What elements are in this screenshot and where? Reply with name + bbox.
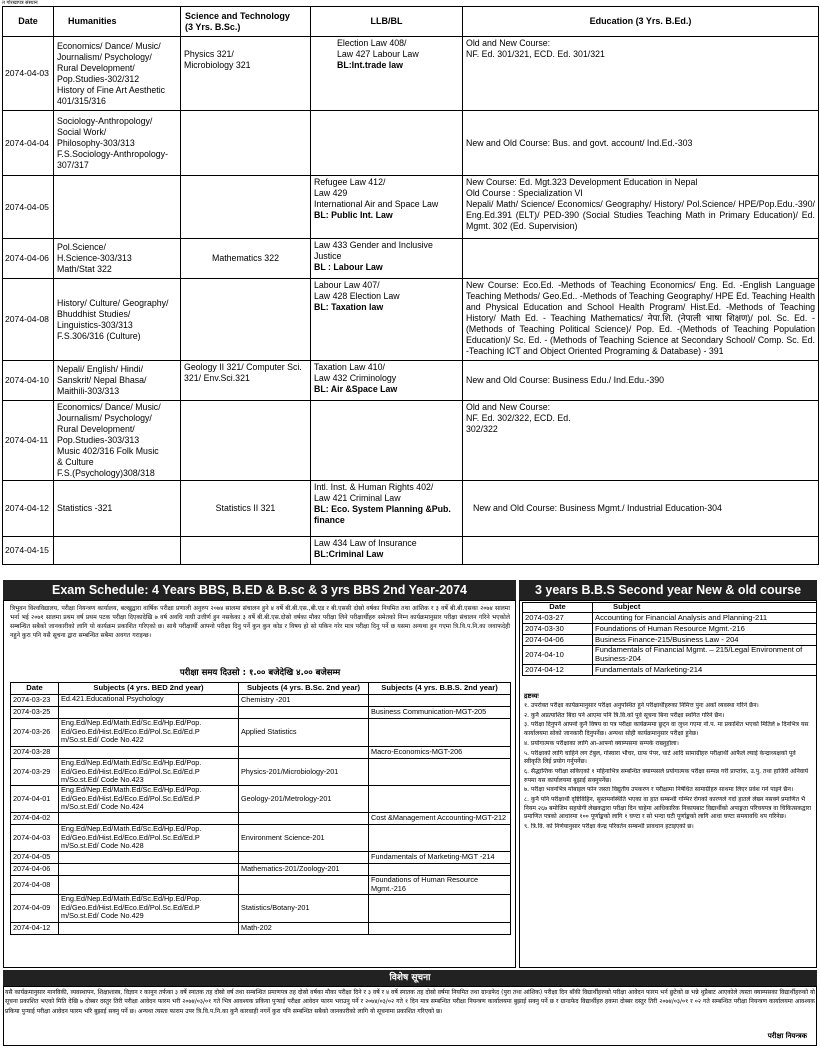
table-row: [523, 646, 817, 665]
left-row-bsc: Physics-201/Microbiology-201: [239, 759, 369, 786]
row-humanities: History/ Culture/ Geography/ Bhuddhist Studies/ Linguistics-303/313 F.S.306/316 (Culture): [54, 279, 181, 361]
note-item: ८. कुनै पनि परीक्षार्थी दृष्टिविहिन, सुस्तमनस्थिति भएका वा हात सम्बन्धी गम्भिर रोगको कारणले गर्दा हातले लेख्न नसक्ने प्रमाणित भै नियम २६७ बमोजिम सहयोगी लेखकद्वारा परीक्षा दिन चाहेमा आधिकारिक निकायबाट विद्यार्थीको अपाङ्गता परिचयपत्र वा चिकित्सकद्वारा प्रमाणित पत्रको आधारमा १०० पूर्णाङ्कको लागि १ घण्टा र सो भन्दा घटी पूर्णाङ्कको लागि आधा घण्टा समयावधि थप गरिनेछ।: [524, 796, 812, 821]
table-row: [523, 624, 817, 635]
notes-title: द्रष्टव्यः: [524, 692, 539, 700]
row-date: 2074-04-03: [3, 37, 54, 111]
left-row-bbs: [369, 695, 511, 707]
table-row: [3, 279, 819, 361]
header-education: Education (3 Yrs. B.Ed.): [463, 7, 819, 37]
left-row-bed: [59, 707, 239, 719]
row-date: 2074-04-15: [3, 537, 54, 565]
table-row: [11, 923, 511, 935]
row-date: 2074-04-04: [3, 111, 54, 176]
left-row-date: 2074-03-29: [11, 759, 59, 786]
table-row: [3, 537, 819, 565]
row-date: 2074-04-12: [3, 481, 54, 537]
right-row-subject: Accounting for Financial Analysis and Planning-211: [593, 613, 817, 624]
table-row: [11, 852, 511, 864]
corner-note: त गोरखापत्र संस्थान: [2, 0, 38, 6]
row-llb: [311, 401, 463, 481]
left-row-date: 2074-04-02: [11, 813, 59, 825]
note-item: ४. प्रयोगात्मक परीक्षाका लागि आ-आफ्नो क्याम्पसमा सम्पर्क राख्नुहोला।: [524, 739, 679, 747]
llb-text: Labour Law 407/ Law 428 Election Law: [314, 280, 400, 301]
left-row-bbs: Cost &Management Accounting-MGT-212: [369, 813, 511, 825]
note-item: १. उपरोक्त परीक्षा कार्यक्रमानुसार परीक्षा अनुपस्थित हुने परीक्षार्थीहरुका निमित्त पुनः अर्को व्यवस्था गरिने छैन।: [524, 702, 759, 709]
right-header-date: Date: [523, 603, 593, 613]
llb-bl-text: BL: Public Int. Law: [314, 210, 393, 220]
row-humanities: Economics/ Dance/ Music/ Journalism/ Psychology/ Rural Development/ Pop.Studies-303/313 Music 402/316 Folk Music & Culture F.S.(Psychology)308/318: [54, 401, 181, 481]
left-header-date: Date: [11, 683, 59, 695]
left-row-bbs: [369, 895, 511, 923]
row-humanities: Pol.Science/ H.Science-303/313 Math/Stat 322: [54, 239, 181, 279]
left-row-bed: [59, 876, 239, 895]
row-science: Statistics II 321: [181, 481, 311, 537]
left-header-bsc: Subjects (4 yrs. B.Sc. 2nd year): [239, 683, 369, 695]
left-row-bed: [59, 747, 239, 759]
left-row-bbs: [369, 864, 511, 876]
row-science: [181, 176, 311, 239]
table-row: [3, 111, 819, 176]
left-row-bed: [59, 923, 239, 935]
note-item: ३. परीक्षा दिनुपर्ने आफ्नो कुनै विषय वा पत्र परीक्षा कार्यक्रममा छुट्न वा जुध्न गएमा नो.प. मा प्रकाशित भएको मितिले ७ दिनभित्र यस कार्यालयमा सोको जानकारी दिनुपर्नेछ। अन्यथा सोही कार्यक्रमानुसार परीक्षा हुनेछ।: [524, 721, 809, 738]
notes-block: [524, 692, 814, 967]
row-date: 2074-04-11: [3, 401, 54, 481]
row-llb: [311, 37, 463, 111]
right-row-subject: Fundamentals of Marketing-214: [593, 665, 817, 676]
left-row-bed: Eng.Ed/Nep.Ed/Math.Ed/Sc.Ed/Hp.Ed/Pop. Ed/Geo.Ed/Hist.Ed/Eco.Ed/Pol.Sc.Ed/Ed.P m/So.st.Ed/ Code No.423: [59, 759, 239, 786]
left-row-date: 2074-04-01: [11, 786, 59, 813]
right-row-date: 2074-04-06: [523, 635, 593, 646]
exam-time-label: परीक्षा समय दिउसो : १.०० बजेदेखि ४.०० बजेसम्म: [179, 668, 341, 678]
row-date: 2074-04-10: [3, 361, 54, 401]
right-row-date: 2074-03-27: [523, 613, 593, 624]
special-notice-body: [5, 988, 815, 1044]
left-row-date: 2074-04-06: [11, 864, 59, 876]
left-row-bsc: Statistics/Botany-201: [239, 895, 369, 923]
llb-bl-text: BL : Labour Law: [314, 262, 383, 272]
row-science: Mathematics 322: [181, 239, 311, 279]
row-humanities: Nepali/ English/ Hindi/ Sanskrit/ Nepal Bhasa/ Maithili-303/313: [54, 361, 181, 401]
table-row: [11, 719, 511, 747]
note-item: ६. सैद्धान्तिक परीक्षा सकिएको १ महिनाभित्र सम्बन्धित क्याम्पसले प्रयोगात्मक परीक्षा सम्पन्न गरी प्राप्तांक, उ.पु. तथा हाजिरी अनिवार्य रुपमा यस कार्यालयमा बुझाई सक्नुपर्नेछ।: [524, 767, 809, 784]
left-schedule-table: [10, 682, 511, 935]
left-row-bbs: [369, 825, 511, 852]
table-row: [11, 825, 511, 852]
row-humanities: Sociology-Anthropology/ Social Work/ Philosophy-303/313 F.S.Sociology-Anthropology- 307/317: [54, 111, 181, 176]
row-education: Old and New Course: NF. Ed. 302/322, ECD. Ed. 302/322: [463, 401, 819, 481]
header-date: Date: [3, 7, 54, 37]
row-humanities: [54, 176, 181, 239]
table-row: [523, 635, 817, 646]
row-education: New Course: Ed. Mgt.323 Development Education in Nepal Old Course : Specialization VI Nepali/ Math/ Science/ Economics/ Geography/ History/ Pol.Science/ HPE/Pop.Edu.-390/ Eng.Ed.391 (ELT)/ PED-390 (Social Studies Teaching Math in Primary Education)/ Ed. Mgmt. 302 (Ed. Supervision): [463, 176, 819, 239]
notes-list: [524, 702, 814, 832]
left-row-bsc: [239, 852, 369, 864]
row-date: 2074-04-06: [3, 239, 54, 279]
left-header-bed: Subjects (4 yrs. BED 2nd year): [59, 683, 239, 695]
row-science: [181, 401, 311, 481]
row-science: [181, 537, 311, 565]
row-education: [463, 239, 819, 279]
left-row-bbs: Business Communication-MGT-205: [369, 707, 511, 719]
left-row-bsc: Geology-201/Metrology-201: [239, 786, 369, 813]
left-row-bed: [59, 852, 239, 864]
header-llb: LLB/BL: [311, 7, 463, 37]
row-llb: [311, 279, 463, 361]
llb-text: Refugee Law 412/ Law 429 International Air and Space Law: [314, 177, 439, 209]
note-item: ५. परीक्षाको लागि चाहिने लग टेबुल, गोस्वारा भौचर, ग्राफ पेपर, चार्ट आदि सामाग्रीहरु परीक्षार्थी आफैले ल्याई केन्द्राध्यक्षको पूर्व स्वीकृति लिई प्रयोग गर्नुपर्नेछ।: [524, 749, 796, 766]
right-row-date: 2074-03-30: [523, 624, 593, 635]
llb-text: Intl. Inst. & Human Rights 402/ Law 421 Criminal Law: [314, 482, 434, 503]
table-row: [523, 613, 817, 624]
row-date: 2074-04-08: [3, 279, 54, 361]
row-humanities: [54, 537, 181, 565]
left-row-date: 2074-04-12: [11, 923, 59, 935]
left-row-bsc: Chemistry -201: [239, 695, 369, 707]
left-row-bed: [59, 813, 239, 825]
row-science: Physics 321/ Microbiology 321: [181, 37, 311, 111]
table-row: [11, 895, 511, 923]
row-llb: [311, 111, 463, 176]
left-row-bbs: [369, 923, 511, 935]
table-row: [3, 176, 819, 239]
llb-text: Law 433 Gender and Inclusive Justice: [314, 240, 433, 261]
left-row-bsc: Applied Statistics: [239, 719, 369, 747]
llb-text: Election Law 408/ Law 427 Labour Law: [337, 38, 419, 59]
table-row: [11, 707, 511, 719]
llb-bl-text: BL: Taxation law: [314, 302, 384, 312]
table-row: [11, 813, 511, 825]
left-section-title: Exam Schedule: 4 Years BBS, B.ED & B.sc & 3 yrs BBS 2nd Year-2074: [3, 580, 516, 600]
table-row: [3, 239, 819, 279]
left-row-bed: Eng.Ed/Nep.Ed/Math.Ed/Sc.Ed/Hp.Ed/Pop. Ed/Geo.Ed/Hist.Ed/Eco.Ed/Pol.Sc.Ed/Ed.P m/So.st.Ed/ Code No.424: [59, 786, 239, 813]
left-row-date: 2074-04-08: [11, 876, 59, 895]
special-notice-title: विशेष सूचना: [3, 970, 817, 986]
left-row-bed: Ed.421.Educational Psychology: [59, 695, 239, 707]
row-education: Old and New Course: NF. Ed. 301/321, ECD. Ed. 301/321: [463, 37, 819, 111]
table-row: [3, 401, 819, 481]
row-education: New and Old Course: Business Mgmt./ Industrial Education-304: [463, 481, 819, 537]
left-row-bsc: [239, 813, 369, 825]
left-row-bbs: [369, 759, 511, 786]
right-row-subject: Fundamentals of Financial Mgmt. – 215/Legal Environment of Business-204: [593, 646, 817, 665]
row-science: [181, 111, 311, 176]
table-row: [11, 864, 511, 876]
left-row-date: 2074-03-25: [11, 707, 59, 719]
left-row-bbs: [369, 719, 511, 747]
header-science: Science and Technology (3 Yrs. B.Sc.): [181, 7, 311, 37]
right-row-subject: Foundations of Human Resource Mgmt.-216: [593, 624, 817, 635]
left-row-bbs: Macro-Economics-MGT-206: [369, 747, 511, 759]
row-education: New and Old Course: Bus. and govt. account/ Ind.Ed.-303: [463, 111, 819, 176]
special-notice-text: यसै कार्यक्रमानुसार मानविकी, व्यवस्थापन, शिक्षाशास्त्र, विज्ञान र कानून तर्फका ३ वर्षे स्नातक तह दोस्रो वर्ष तथा सम्बन्धित प्रमाणपत्र तह दोस्रो वर्षका मौका परीक्षा दिने र ३ वर्षे र ४ वर्षे स्नातक तह दोस्रो वर्षमा नियमित तथा ग्रान्डफेद (पुरा तथा आंशिक) परीक्षा दिन बाँकी विद्यार्थीहरुको परीक्षा आवेदन फारम भर्न छुटेको छ भन्ने थुप्रैबाट आएकोले त्यस्ता क्याम्पसका विद्यार्थीहरुको यो सूचना प्रकाशित भएको मिति देखि ७ दोब्बर दस्तुर तिरी परीक्षा आवेदन फारम भरी २०७४/०३/०१ गते भित्र आवश्यक प्रकिया पुऱ्याई परीक्षा आवेदन फारम भराउनु पर्ने र २०७४/०३/०२ गते १ दिन मात्र सम्बन्धित परीक्षा नियन्त्रण कार्यालयमा बुझाई सक्नु पर्ने छ र ग्रान्डफेद विद्यार्थीहरु हकमा दोब्बर दस्तुर तिरी २०७४/०३/०१ र ०२ गते सम्बन्धित परीक्षा नियन्त्रण कार्यालयमा आवश्यक प्रकिया पुऱ्याई परीक्षा आवेदन फारम भरि बुझाई सक्नु पर्ने छ। अन्यथा त्यस्ता फाराम उपर त्रि.वि.प.नि.का कुनै कारवाही नगर्ने कुरा पनि सम्बन्धित सबैको जानकारीको लागि यो सूचनामा प्रकाशित गरिएको छ।: [5, 989, 815, 1015]
right-row-date: 2074-04-10: [523, 646, 593, 665]
row-llb: [311, 361, 463, 401]
right-header-subject: Subject: [593, 603, 817, 613]
row-llb: [311, 481, 463, 537]
right-row-subject: Business Finance-215/Business Law - 204: [593, 635, 817, 646]
left-row-bbs: Foundations of Human Resource Mgmt.-216: [369, 876, 511, 895]
row-llb: [311, 239, 463, 279]
table-row: [3, 37, 819, 111]
left-row-bsc: [239, 876, 369, 895]
left-header-bbs: Subjects (4 yrs. B.B.S. 2nd year): [369, 683, 511, 695]
left-row-bsc: Mathematics-201/Zoology-201: [239, 864, 369, 876]
row-education: New and Old Course: Business Edu./ Ind.Edu.-390: [463, 361, 819, 401]
right-schedule-table: [522, 602, 817, 676]
left-row-bsc: Math-202: [239, 923, 369, 935]
table-row: [11, 786, 511, 813]
right-row-date: 2074-04-12: [523, 665, 593, 676]
row-science: [181, 279, 311, 361]
table-row: [3, 481, 819, 537]
left-row-bed: Eng.Ed/Nep.Ed/Math.Ed/Sc.Ed/Hp.Ed/Pop. Ed/Geo.Ed/Hist.Ed/Eco.Ed/Pol.Sc.Ed/Ed.P m/So.st.Ed/ Code No.428: [59, 825, 239, 852]
table-row: [11, 876, 511, 895]
llb-bl-text: BL: Air &Space Law: [314, 384, 398, 394]
left-row-date: 2074-03-26: [11, 719, 59, 747]
note-item: २. कुनै अप्रत्याशित बिदा पर्न आएमा पनि त्रि.वि.को पूर्व सूचना बिना परीक्षा स्थगित गरिने छैन।: [524, 711, 725, 719]
header-humanities: Humanities: [54, 7, 181, 37]
table-row: [11, 747, 511, 759]
left-row-bed: [59, 864, 239, 876]
row-llb: [311, 537, 463, 565]
right-section-title: 3 years B.B.S Second year New & old course: [519, 580, 817, 600]
table-row: [11, 695, 511, 707]
left-row-date: 2074-04-09: [11, 895, 59, 923]
top-schedule-table: [2, 6, 819, 565]
note-item: ९. त्रि.वि. को निर्णयानुसार परीक्षा केन्द्र परिवर्तन सम्बन्धी प्रावधान हटाइएको छ।: [524, 823, 694, 831]
left-row-date: 2074-04-05: [11, 852, 59, 864]
left-intro-text: त्रिभुवन विश्वविद्यालय, परीक्षा नियन्त्रण कार्यालय, बल्खुद्वारा वार्षिक परीक्षा प्रणाली अनुरुप २०७४ सालमा संचालन हुने ४ वर्षे बी.बी.एस.,बी.एड र बी.एससी दोस्रो वर्षका नियमित तथा आंशिक र ३ वर्षे बी.बी.एसका २०७४ सालमा भर्ना भई २०७१ सालमा प्रथम वर्ष प्रथम पटक परीक्षा दिएकादेखि ७ वर्ष अवधि नाघी उत्तीर्ण हुन नसकेका ३ वर्षे बी.बी.एस.दोस्रो वर्षका मौका परीक्षा लिने परीक्षार्थीहरु समेतको निम्न कार्यक्रमानुसार परीक्षा संचालन गरिने भएकोले सम्बन्धित सबैको जानकारीको लागि यो कार्यक्रम प्रकाशित गरिएको छ। साथै परीक्षार्थी आफ्नो परीक्षा दिनु पर्ने कुन कुन कोड र विषय हो सो यकिन गरेर मात्र परीक्षा दिनु पर्ने छ यसमा अन्यथा हुन गएमा त्रि.वि.प.नि.का जवाफदेही नहुने कुरा पनि यसै सूचना द्वारा सम्बन्धित सबैमा अवगत गराइन्छ।: [10, 605, 510, 639]
left-row-bed: Eng.Ed/Nep.Ed/Math.Ed/Sc.Ed/Hp.Ed/Pop. Ed/Geo.Ed/Hist.Ed/Eco.Ed/Pol.Sc.Ed/Ed.P m/So.st.Ed/ Code No.422: [59, 719, 239, 747]
row-science: Geology II 321/ Computer Sci. 321/ Env.Sci.321: [181, 361, 311, 401]
left-row-bbs: [369, 786, 511, 813]
left-table-header-row: [11, 683, 511, 695]
llb-text: Taxation Law 410/ Law 432 Criminology: [314, 362, 397, 383]
right-table-header-row: [523, 603, 817, 613]
left-row-bsc: Environment Science-201: [239, 825, 369, 852]
row-education: [463, 537, 819, 565]
left-row-date: 2074-03-28: [11, 747, 59, 759]
row-humanities: Economics/ Dance/ Music/ Journalism/ Psychology/ Rural Development/ Pop.Studies-302/312 History of Fine Art Aesthetic 401/315/316: [54, 37, 181, 111]
table-row: [523, 665, 817, 676]
llb-text: Law 434 Law of Insurance: [314, 538, 417, 548]
row-education: New Course: Eco.Ed. -Methods of Teaching Economics/ Eng. Ed. -English Language Teaching Methods/ Geo.Ed.. -Methods of Teaching Geography/ HPE Ed. Teaching Health and Physical Education and School Health Program/ Hist.Ed. -Methods of Teaching History/ Math Ed. - Teaching Mathematics/ नेपा.शि. (नेपाली भाषा शिक्षण)/ pol. Sc. Ed. - (Methods of Teaching Political Science)/ Pop. Ed. -(Methods of Teaching Population Education)/ Sc. Ed. - (Methods of Teaching Science at Secondary School/ Comp. Sc. Ed. -Teaching ICT and Object Oriented Programing & Database) - 391: [463, 279, 819, 361]
left-row-date: 2074-04-03: [11, 825, 59, 852]
left-row-bbs: Fundamentals of Marketing-MGT -214: [369, 852, 511, 864]
row-llb: [311, 176, 463, 239]
llb-bl-text: BL:Criminal Law: [314, 549, 384, 559]
signature: परीक्षा नियन्त्रक: [767, 1032, 807, 1040]
row-humanities: Statistics -321: [54, 481, 181, 537]
left-row-bsc: [239, 747, 369, 759]
left-row-date: 2074-03-23: [11, 695, 59, 707]
left-row-bed: Eng.Ed/Nep.Ed/Math.Ed/Sc.Ed/Hp.Ed/Pop. Ed/Geo.Ed/Hist.Ed/Eco.Ed/Pol.Sc.Ed/Ed.P m/So.st.Ed/ Code No.429: [59, 895, 239, 923]
row-date: 2074-04-05: [3, 176, 54, 239]
note-item: ७. परीक्षा भवनभित्र मोबाइल फोन जस्ता विद्युतीय उपकरण र परीक्षामा निषेधित सामाग्रीहरु साथमा लिएर प्रवेश गर्न पाइने छैन।: [524, 786, 794, 794]
llb-bl-text: BL: Eco. System Planning &Pub. finance: [314, 504, 451, 525]
top-table-header-row: [3, 7, 819, 37]
table-row: [3, 361, 819, 401]
table-row: [11, 759, 511, 786]
llb-bl-text: BL:Int.trade law: [337, 60, 403, 70]
left-row-bsc: [239, 707, 369, 719]
